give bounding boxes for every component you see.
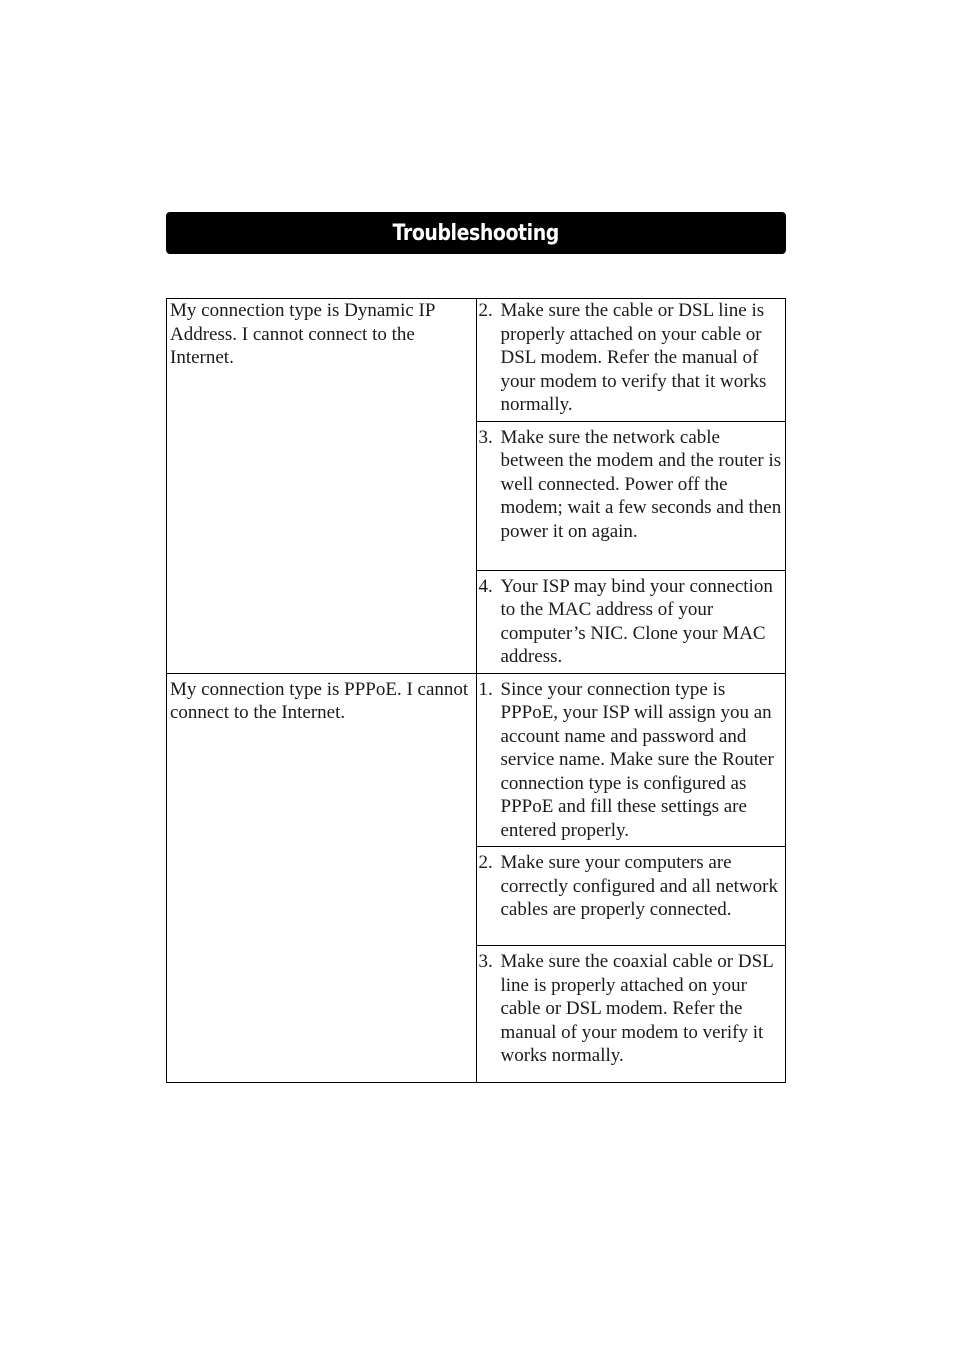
solution-number: 1. [478, 678, 493, 700]
problem-cell [167, 673, 477, 1083]
solution-item [477, 422, 786, 548]
solution-number: 2. [478, 852, 493, 873]
solution-cell [476, 847, 786, 946]
solution-number: 3. [478, 951, 493, 972]
solution-text: Make sure the coaxial cable or DSL line is properly attached on your cable or DSL modem. Refer the manual of your modem to verify it works normally. [500, 951, 774, 1066]
solution-number: 3. [478, 426, 493, 448]
solution-cell [476, 299, 786, 422]
table-row [167, 673, 786, 847]
solution-item [477, 847, 786, 926]
solution-text: Make sure your computers are correctly configured and all network cables are properly connected. [500, 852, 778, 920]
solution-cell [476, 570, 786, 673]
solution-cell [476, 673, 786, 847]
solution-cell [476, 421, 786, 570]
problem-cell [167, 299, 477, 674]
section-title-bar [166, 212, 786, 254]
solution-text: Make sure the cable or DSL line is properly attached on your cable or DSL modem. Refer the manual of your modem to verify that it works normally. [500, 300, 767, 415]
solution-item [477, 299, 786, 421]
problem-text: My connection type is Dynamic IP Address. I cannot connect to the Internet. [170, 300, 435, 368]
solution-text: Make sure the network cable between the modem and the router is well connected. Power off the modem; wait a few seconds and then power it on again. [500, 426, 782, 542]
page-title: Troubleshooting [392, 220, 560, 246]
table-row [167, 299, 786, 422]
solution-item [477, 571, 786, 673]
troubleshooting-table [166, 298, 786, 1083]
solution-item [477, 674, 786, 847]
solution-number: 2. [478, 300, 493, 321]
solution-cell [476, 946, 786, 1083]
solution-text: Your ISP may bind your connection to the MAC address of your computer’s NIC. Clone your MAC address. [500, 575, 773, 667]
solution-item [477, 946, 786, 1072]
problem-text: My connection type is PPPoE. I cannot connect to the Internet. [170, 678, 469, 723]
solution-number: 4. [478, 575, 493, 597]
solution-text: Since your connection type is PPPoE, your ISP will assign you an account name and password and service name. Make sure the Router connection type is configured as PPPoE and fill these settings are entered properly. [500, 678, 774, 841]
